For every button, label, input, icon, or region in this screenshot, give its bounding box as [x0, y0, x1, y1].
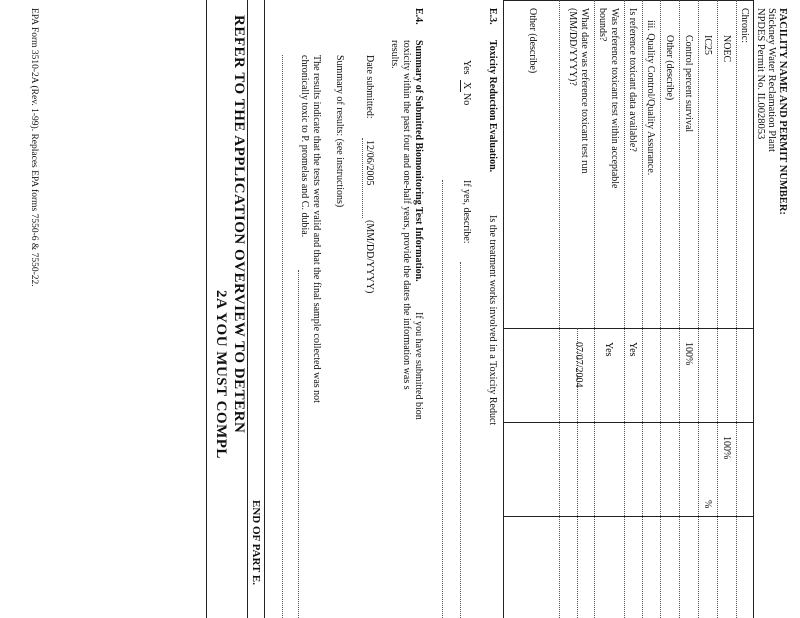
qa-ref-bounds-label: Was reference toxicant test within acceptable bounds? [597, 8, 620, 189]
qa-ref-date-value: 07/07/2004 [573, 342, 584, 388]
e3-x-mark: X [461, 82, 472, 90]
e3-question: Is the treatment works involved in a Toxicity Reduct [487, 215, 498, 426]
e3-describe-line [442, 180, 443, 618]
row-separator [736, 0, 737, 618]
end-of-part: END OF PART E. [250, 500, 262, 585]
qa-other-label: Other (describe) [527, 8, 538, 74]
row-separator [679, 0, 680, 618]
e4-date-line [362, 138, 363, 218]
e3-yes-label: Yes [461, 60, 472, 75]
e4-summary-line [282, 55, 283, 618]
e4-summary-line1: The results indicate that the tests were valid and that the final sample collected was not [311, 55, 322, 403]
row-separator [594, 0, 595, 618]
facility-heading: FACILITY NAME AND PERMIT NUMBER: [777, 8, 788, 215]
e3-if-yes: If yes, describe: [461, 180, 472, 244]
header-rule [753, 0, 754, 618]
refer-box-top [247, 0, 248, 618]
qa-ref-date-label: What date was reference toxicant test run (MM/DD/YYYY)? [567, 8, 590, 174]
facility-name: Stickney Water Reclamation Plant [766, 8, 777, 152]
e4-summary-label: Summary of results: (see instructions) [334, 55, 345, 208]
e3-describe-line [460, 262, 461, 618]
form-id: EPA Form 3510-2A (Rev. 1-99). Replaces EPA forms 7550-6 & 7550-22. [29, 8, 39, 287]
e3-title: Toxicity Reduction Evaluation. [487, 40, 498, 173]
e4-date-label: Date submitted: [364, 55, 375, 119]
row-separator [698, 0, 699, 618]
e4-number: E.4. [413, 8, 424, 25]
e3-x-line [460, 80, 461, 92]
row-separator [642, 0, 643, 618]
qa-ref-bounds-value: Yes [603, 342, 614, 357]
refer-line2: 2A YOU MUST COMPL [213, 290, 229, 459]
control-survival-label: Control percent survival [683, 35, 694, 133]
qa-heading: iii. Quality Control/Quality Assurance. [645, 20, 656, 176]
table-bottom-rule [503, 0, 504, 618]
chronic-label: Chronic: [739, 8, 750, 43]
e4-date-format: (MM/DD/YYYY) [364, 220, 375, 294]
e4-text-line3: results. [389, 40, 400, 69]
e3-no-label: No [461, 93, 472, 106]
refer-line1: REFER TO THE APPLICATION OVERVIEW TO DETERN [231, 15, 247, 434]
control-survival-value: 100% [683, 342, 694, 366]
ic25-label: IC25 [702, 35, 713, 55]
row-separator [559, 0, 560, 618]
e4-text: If you have submitted bion [413, 312, 424, 420]
row-separator [660, 0, 661, 618]
other-describe-label: Other (describe) [664, 35, 675, 101]
e3-number: E.3. [487, 8, 498, 25]
e4-date-value: 12/06/2005 [364, 140, 375, 186]
qa-ref-available-value: Yes [627, 342, 638, 357]
refer-box-bottom [206, 0, 207, 618]
e4-summary-line2: chronically toxic to P. promelas and C. dubia. [299, 55, 310, 238]
noec-label: NOEC [721, 35, 732, 63]
e4-text-line2: toxicity within the past four and one-half years, provide the dates the information was s [401, 40, 412, 390]
row-separator [717, 0, 718, 618]
e4-title: Summary of Submitted Biomonitoring Test Information. [413, 40, 424, 282]
ic25-value: % [702, 500, 713, 509]
row-separator [624, 0, 625, 618]
noec-value: 100% [721, 436, 732, 460]
e4-summary-line [298, 270, 299, 618]
end-rule [264, 0, 265, 618]
qa-ref-available-label: Is reference toxicant data available? [627, 8, 638, 152]
permit-number: NPDES Permit No. IL0028053 [755, 8, 766, 140]
